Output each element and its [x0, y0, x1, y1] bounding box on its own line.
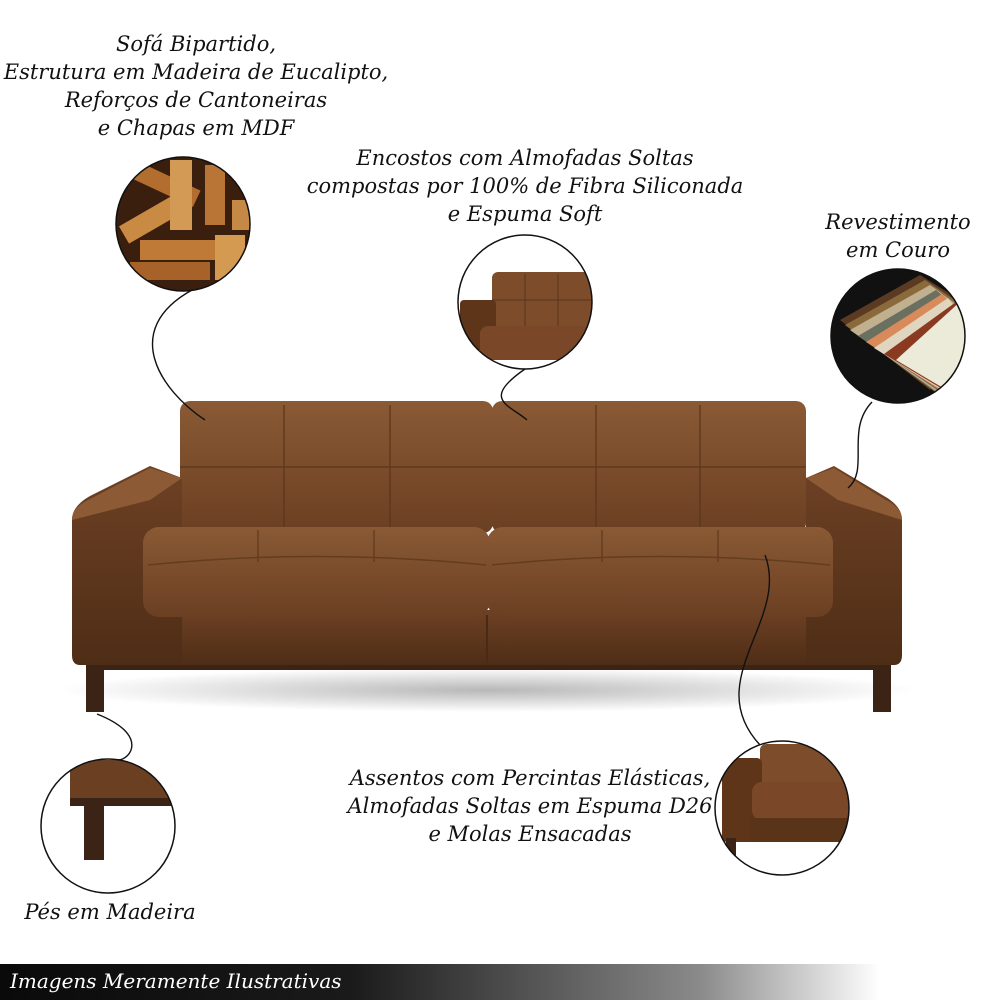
caption-structure [0, 30, 392, 142]
caption-line: compostas por 100% de Fibra Siliconada [306, 174, 744, 198]
disclaimer-bar [0, 964, 1000, 1000]
seat-cushion-left [143, 527, 490, 617]
caption-line: e Espuma Soft [447, 202, 603, 226]
caption-line: Sofá Bipartido, [115, 32, 277, 56]
caption-line: em Couro [846, 238, 950, 262]
caption-line: Pés em Madeira [24, 900, 196, 924]
caption-line: Almofadas Soltas em Espuma D26 [347, 794, 713, 818]
seat-cushion-right [487, 527, 833, 617]
caption-line: Reforços de Cantoneiras [64, 88, 328, 112]
caption-upholstery [810, 208, 986, 264]
disclaimer-text: Imagens Meramente Ilustrativas [10, 969, 342, 993]
caption-line: Revestimento [825, 210, 971, 234]
caption-line: e Molas Ensacadas [428, 822, 632, 846]
caption-line: Assentos com Percintas Elásticas, [349, 766, 711, 790]
wood-detail-image [110, 150, 260, 300]
seat-detail-image [715, 741, 860, 876]
caption-line: Encostos com Almofadas Soltas [356, 146, 694, 170]
wooden-foot-image [40, 759, 180, 895]
sofa [57, 401, 917, 712]
caption-feet [10, 898, 210, 926]
caption-line: e Chapas em MDF [97, 116, 295, 140]
backrest-detail-image [455, 235, 595, 370]
leather-swatches-image [830, 268, 974, 408]
caption-backrest [290, 144, 760, 228]
caption-seats [330, 764, 730, 848]
caption-line: Estrutura em Madeira de Eucalipto, [3, 60, 389, 84]
